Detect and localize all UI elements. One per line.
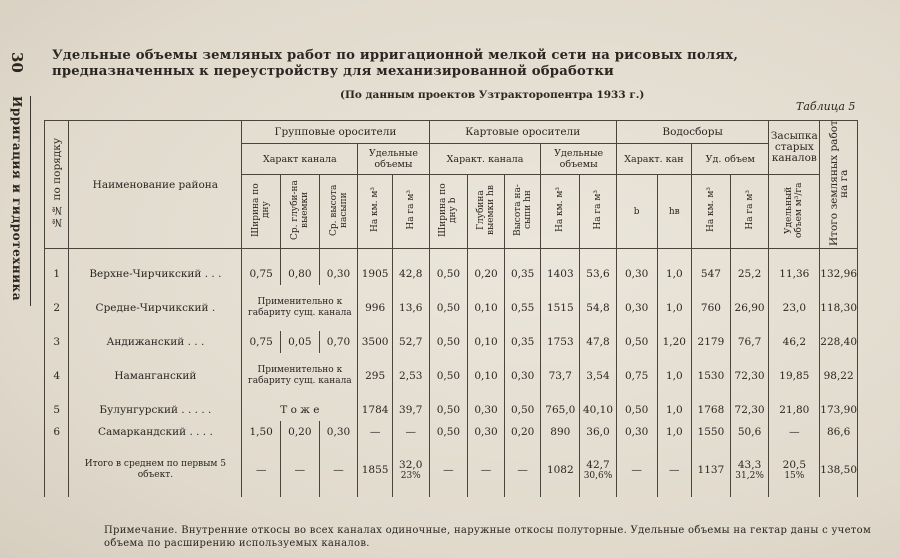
table-note: Примечание. Внутренние откосы во всех каналах одиночные, наружные откосы полуторные. Удельные объемы на гектар даны с учетом объема по расширению используемых каналов. (104, 525, 872, 549)
table-cell: 1082 (541, 443, 580, 497)
table-cell: — (358, 421, 393, 443)
table-cell: 547 (692, 263, 731, 285)
table-cell: — (429, 443, 468, 497)
table-cell: 3 (45, 331, 69, 353)
table-cell: 73,7 (541, 353, 580, 399)
table-cell: 0,75 (242, 331, 281, 353)
table-cell: 0,20 (468, 263, 505, 285)
table-cell: 1784 (358, 399, 393, 421)
col-drain-b: b (616, 175, 657, 249)
col-card-per-ha: На га м³ (592, 190, 603, 230)
table-cell: 52,7 (392, 331, 429, 353)
table-cell: 5 (45, 399, 69, 421)
table-cell (45, 443, 69, 497)
page-number: 30 (8, 52, 26, 73)
table-cell: 1,0 (657, 263, 692, 285)
col-drain-per-ha: На га м³ (744, 190, 755, 230)
col-drain-per-km: На км. м³ (705, 187, 716, 233)
table-cell (580, 249, 617, 264)
col-total-header: Итого земляных работ на га (827, 120, 850, 246)
table-cell: 32,0 23% (392, 443, 429, 497)
table-cell: 54,8 (580, 285, 617, 331)
table-cell: 1530 (692, 353, 731, 399)
table-cell (242, 249, 281, 264)
table-cell: 228,40 (820, 331, 858, 353)
table-cell: 23,0 (769, 285, 820, 331)
table-cell: 0,10 (468, 331, 505, 353)
col-width-bottom: Ширина по дну (251, 183, 272, 237)
table-cell: 0,50 (616, 399, 657, 421)
margin-rule (30, 96, 31, 306)
sub-drain-char-header: Характ. кан (616, 144, 691, 175)
group-fill-header: Засыпка старых каналов (769, 121, 820, 175)
table-cell: 13,6 (392, 285, 429, 331)
table-row (45, 399, 858, 421)
table-cell: 1515 (541, 285, 580, 331)
table-cell: — (616, 443, 657, 497)
table-cell: 0,50 (429, 331, 468, 353)
table-cell: 0,50 (616, 331, 657, 353)
table-cell (392, 249, 429, 264)
table-cell: 72,30 (730, 353, 769, 399)
table-row (45, 421, 858, 443)
table-cell: 39,7 (392, 399, 429, 421)
table-cell: 20,5 15% (769, 443, 820, 497)
table-cell: 42,8 (392, 263, 429, 285)
sub-card-specific-header: Удельные объемы (541, 144, 616, 175)
table-cell (541, 249, 580, 264)
sub-card-char-header: Характ. канала (429, 144, 541, 175)
table-cell: 0,50 (504, 399, 541, 421)
table-cell: 1,0 (657, 421, 692, 443)
table-cell: 1403 (541, 263, 580, 285)
table-cell: 26,90 (730, 285, 769, 331)
table-cell: 0,10 (468, 353, 505, 399)
table-cell (358, 249, 393, 264)
table-cell: 0,20 (281, 421, 320, 443)
table-cell: — (769, 421, 820, 443)
table-cell: 0,30 (319, 263, 358, 285)
table-cell: 6 (45, 421, 69, 443)
table-cell: 1,0 (657, 399, 692, 421)
table-cell: — (242, 443, 281, 497)
table-cell: 25,2 (730, 263, 769, 285)
table-cell: 2 (45, 285, 69, 331)
table-cell (429, 249, 468, 264)
table-cell: 2179 (692, 331, 731, 353)
table-cell: Самаркандский . . . . (69, 421, 242, 443)
table-cell (769, 249, 820, 264)
col-per-km: На км. м³ (370, 187, 381, 233)
table-cell: 1 (45, 263, 69, 285)
col-card-depth: Глубина выемки hв (476, 185, 497, 235)
table-cell: 1,0 (657, 285, 692, 331)
table-title: Удельные объемы земляных работ по ирригационной мелкой сети на рисовых полях, предназначенных к переустройству для механизированной обработки (52, 48, 739, 79)
table-cell: 1753 (541, 331, 580, 353)
group-drains-header: Водосборы (616, 121, 769, 144)
table-cell (657, 249, 692, 264)
table-cell: 42,7 30,6% (580, 443, 617, 497)
table-cell: 21,80 (769, 399, 820, 421)
table-cell: 1,20 (657, 331, 692, 353)
col-avg-depth: Ср. глуби-на выемки (289, 180, 310, 240)
table-cell: 173,90 (820, 399, 858, 421)
table-cell: 76,7 (730, 331, 769, 353)
table-row (45, 353, 858, 399)
table-cell: 0,55 (504, 285, 541, 331)
table-cell (820, 249, 858, 264)
table-cell: Применительно к габариту сущ. канала (242, 285, 358, 331)
table-cell: 0,35 (504, 331, 541, 353)
table-cell: Наманганский (69, 353, 242, 399)
table-cell: 46,2 (769, 331, 820, 353)
table-cell (730, 249, 769, 264)
table-label: Таблица 5 (796, 100, 856, 113)
table-cell: 19,85 (769, 353, 820, 399)
table-cell: 0,75 (616, 353, 657, 399)
table-cell: Средне-Чирчикский . (69, 285, 242, 331)
table-row (45, 263, 858, 285)
table-cell: 0,50 (429, 353, 468, 399)
col-fill-volume: Удельный объем м³/га (784, 182, 805, 238)
table-cell: 0,30 (616, 421, 657, 443)
table-cell: 0,50 (429, 263, 468, 285)
table-cell: 2,53 (392, 353, 429, 399)
table-cell: 138,50 (820, 443, 858, 497)
table-cell: — (504, 443, 541, 497)
table-cell: 0,30 (616, 285, 657, 331)
table-cell: 0,30 (468, 421, 505, 443)
table-cell: 0,05 (281, 331, 320, 353)
table-cell: 3,54 (580, 353, 617, 399)
table-cell: Андижанский . . . (69, 331, 242, 353)
table-cell: 0,50 (429, 285, 468, 331)
table-row (45, 331, 858, 353)
table-cell (319, 249, 358, 264)
table-cell: — (319, 443, 358, 497)
col-card-width: Ширина по дну b (438, 183, 459, 237)
table-cell: 40,10 (580, 399, 617, 421)
col-number-header: №№ по порядку (50, 138, 63, 228)
table-cell: 118,30 (820, 285, 858, 331)
table-cell: 890 (541, 421, 580, 443)
total-label: Итого в среднем по первым 5 объект. (69, 443, 242, 497)
sub-specific-header: Удельные объемы (358, 144, 429, 175)
table-cell: 50,6 (730, 421, 769, 443)
table-cell: 0,30 (616, 263, 657, 285)
table-cell: 0,20 (504, 421, 541, 443)
table-cell: 4 (45, 353, 69, 399)
table-cell: Верхне-Чирчикский . . . (69, 263, 242, 285)
table-row (45, 285, 858, 331)
table-cell (692, 249, 731, 264)
table-cell: 765,0 (541, 399, 580, 421)
table-cell: Т о ж е (242, 399, 358, 421)
table-cell: 72,30 (730, 399, 769, 421)
sub-drain-specific-header: Уд. объем (692, 144, 769, 175)
table-subtitle: (По данным проектов Узтракторопентра 1933 г.) (340, 89, 645, 101)
sub-channel-char-header: Характ канала (242, 144, 358, 175)
table-cell: 0,35 (504, 263, 541, 285)
table-cell: — (392, 421, 429, 443)
running-title: Ирригация и гидротехника (10, 96, 24, 302)
table-cell (69, 249, 242, 264)
table-cell: 0,30 (468, 399, 505, 421)
table-cell: 36,0 (580, 421, 617, 443)
table-cell: 0,80 (281, 263, 320, 285)
table-cell: 1,0 (657, 353, 692, 399)
table-cell: 1137 (692, 443, 731, 497)
table-cell: 0,50 (429, 421, 468, 443)
table-cell: 1768 (692, 399, 731, 421)
table-cell: 295 (358, 353, 393, 399)
table-cell: 0,75 (242, 263, 281, 285)
table-cell: 43,3 31,2% (730, 443, 769, 497)
total-row (45, 443, 858, 497)
table-cell: — (281, 443, 320, 497)
table-cell (468, 249, 505, 264)
table-cell: 0,70 (319, 331, 358, 353)
table-cell: 0,30 (504, 353, 541, 399)
table-cell (616, 249, 657, 264)
table-cell: 53,6 (580, 263, 617, 285)
table-cell: 1905 (358, 263, 393, 285)
table-cell: 86,6 (820, 421, 858, 443)
col-card-per-km: На км. м³ (555, 187, 566, 233)
col-name-header: Наименование района (69, 121, 242, 249)
side-margin (6, 52, 38, 312)
table-cell: 1855 (358, 443, 393, 497)
table-cell: 0,50 (429, 399, 468, 421)
table-cell: Применительно к габариту сущ. канала (242, 353, 358, 399)
table-cell: 760 (692, 285, 731, 331)
col-avg-height: Ср. высота насыпи (328, 184, 349, 236)
table-cell (281, 249, 320, 264)
table-cell: 98,22 (820, 353, 858, 399)
col-drain-h: hв (657, 175, 692, 249)
table-cell: 996 (358, 285, 393, 331)
col-per-ha: На га м³ (405, 190, 416, 230)
table-cell: 1,50 (242, 421, 281, 443)
table-cell: 1550 (692, 421, 731, 443)
table-cell: 11,36 (769, 263, 820, 285)
table-cell: 0,30 (319, 421, 358, 443)
table-cell: — (657, 443, 692, 497)
data-table (44, 120, 858, 497)
table-cell: Булунгурский . . . . . (69, 399, 242, 421)
table-cell (504, 249, 541, 264)
col-card-height: Высота на-сыпи hн (512, 184, 533, 236)
table-cell: — (468, 443, 505, 497)
table-cell: 132,96 (820, 263, 858, 285)
group-sprinklers-header: Групповые оросители (242, 121, 429, 144)
table-cell: 47,8 (580, 331, 617, 353)
group-card-header: Картовые оросители (429, 121, 616, 144)
table-cell: 0,10 (468, 285, 505, 331)
table-cell (45, 249, 69, 264)
table-cell: 3500 (358, 331, 393, 353)
